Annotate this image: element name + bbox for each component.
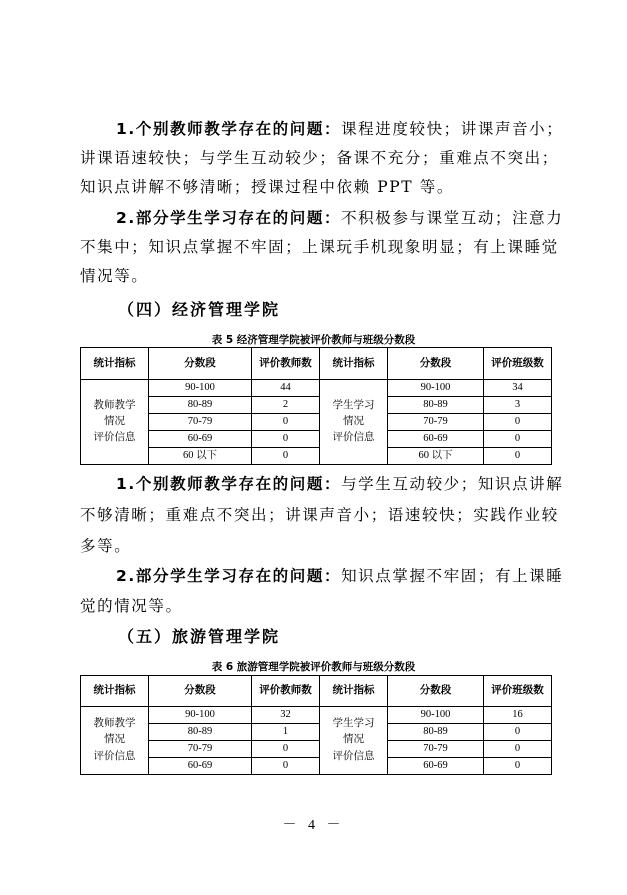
col-header: 评价教师数 — [252, 676, 320, 707]
table-row — [81, 707, 552, 724]
econ-teacher-issues-text-2: 不够清晰；重难点不突出；讲课声音小；语速较快；实践作业较 — [80, 506, 559, 524]
col-header: 分数段 — [149, 348, 252, 380]
table6-caption: 表 6 旅游管理学院被评价教师与班级分数段 — [211, 661, 416, 673]
class-count: 0 — [484, 448, 552, 465]
page-number: － 4 － — [282, 818, 345, 833]
score-range: 80-89 — [149, 724, 252, 741]
table-row — [81, 397, 552, 414]
col-header: 评价班级数 — [484, 676, 552, 707]
econ-student-issues-text-1: 知识点掌握不牢固；有上课睡 — [341, 567, 564, 585]
table6 — [80, 675, 552, 775]
score-range: 60 以下 — [149, 448, 252, 465]
table-header-row — [81, 676, 552, 707]
teacher-count: 2 — [252, 397, 320, 414]
teacher-count: 32 — [252, 707, 320, 724]
class-count: 0 — [484, 741, 552, 758]
score-range: 60-69 — [149, 431, 252, 448]
table-header-row — [81, 348, 552, 380]
table-row — [81, 431, 552, 448]
score-range: 80-89 — [388, 724, 484, 741]
student-issues-title: 2.部分学生学习存在的问题： — [116, 209, 342, 227]
econ-teacher-issues-title: 1.个别教师教学存在的问题： — [116, 475, 342, 493]
col-header: 统计指标 — [81, 348, 149, 380]
score-range: 90-100 — [388, 707, 484, 724]
table-row — [81, 724, 552, 741]
table5-caption: 表 5 经济管理学院被评价教师与班级分数段 — [211, 334, 416, 346]
class-count: 0 — [484, 724, 552, 741]
class-count: 16 — [484, 707, 552, 724]
student-issues-text-3: 情况等。 — [80, 267, 149, 285]
score-range: 90-100 — [149, 707, 252, 724]
teacher-info-label: 教师教学 情况 评价信息 — [81, 380, 149, 465]
teacher-issues-text-2: 讲课语速较快；与学生互动较少；备课不充分；重难点不突出； — [80, 149, 559, 167]
score-range: 70-79 — [149, 414, 252, 431]
teacher-issues-text-3: 知识点讲解不够清晰；授课过程中依赖 PPT 等。 — [80, 178, 454, 196]
score-range: 80-89 — [149, 397, 252, 414]
table-row — [81, 741, 552, 758]
score-range: 60-69 — [149, 758, 252, 775]
class-count: 0 — [484, 414, 552, 431]
score-range: 60-69 — [388, 431, 484, 448]
teacher-count: 1 — [252, 724, 320, 741]
student-issues-text-1: 不积极参与课堂互动；注意力 — [341, 209, 564, 227]
table-row — [81, 448, 552, 465]
econ-student-issues-text-2: 觉的情况等。 — [80, 597, 183, 615]
student-info-label: 学生学习 情况 评价信息 — [320, 380, 388, 465]
section-heading-economics: （四）经济管理学院 — [118, 300, 281, 319]
col-header: 分数段 — [388, 348, 484, 380]
col-header: 分数段 — [149, 676, 252, 707]
col-header: 统计指标 — [81, 676, 149, 707]
class-count: 0 — [484, 431, 552, 448]
table-row — [81, 414, 552, 431]
teacher-count: 44 — [252, 380, 320, 397]
student-issues-text-2: 不集中；知识点掌握不牢固；上课玩手机现象明显；有上课睡觉 — [80, 238, 559, 256]
teacher-info-label: 教师教学 情况 评价信息 — [81, 707, 149, 775]
col-header: 评价教师数 — [252, 348, 320, 380]
class-count: 3 — [484, 397, 552, 414]
econ-teacher-issues-text-1: 与学生互动较少；知识点讲解 — [341, 475, 564, 493]
col-header: 分数段 — [388, 676, 484, 707]
teacher-count: 0 — [252, 414, 320, 431]
score-range: 90-100 — [388, 380, 484, 397]
table-row — [81, 758, 552, 775]
teacher-issues-text-1: 课程进度较快；讲课声音小； — [341, 120, 564, 138]
teacher-count: 0 — [252, 431, 320, 448]
econ-student-issues-title: 2.部分学生学习存在的问题： — [116, 567, 342, 585]
student-info-label: 学生学习 情况 评价信息 — [320, 707, 388, 775]
section-heading-tourism: （五）旅游管理学院 — [118, 627, 281, 646]
table5 — [80, 347, 552, 465]
col-header: 统计指标 — [320, 348, 388, 380]
teacher-count: 0 — [252, 741, 320, 758]
teacher-count: 0 — [252, 758, 320, 775]
col-header: 评价班级数 — [484, 348, 552, 380]
econ-teacher-issues-text-3: 多等。 — [80, 537, 132, 555]
col-header: 统计指标 — [320, 676, 388, 707]
score-range: 90-100 — [149, 380, 252, 397]
score-range: 60-69 — [388, 758, 484, 775]
score-range: 70-79 — [388, 741, 484, 758]
score-range: 70-79 — [149, 741, 252, 758]
class-count: 34 — [484, 380, 552, 397]
table-row — [81, 380, 552, 397]
score-range: 60 以下 — [388, 448, 484, 465]
score-range: 80-89 — [388, 397, 484, 414]
teacher-issues-title: 1.个别教师教学存在的问题： — [116, 120, 342, 138]
class-count: 0 — [484, 758, 552, 775]
score-range: 70-79 — [388, 414, 484, 431]
teacher-count: 0 — [252, 448, 320, 465]
